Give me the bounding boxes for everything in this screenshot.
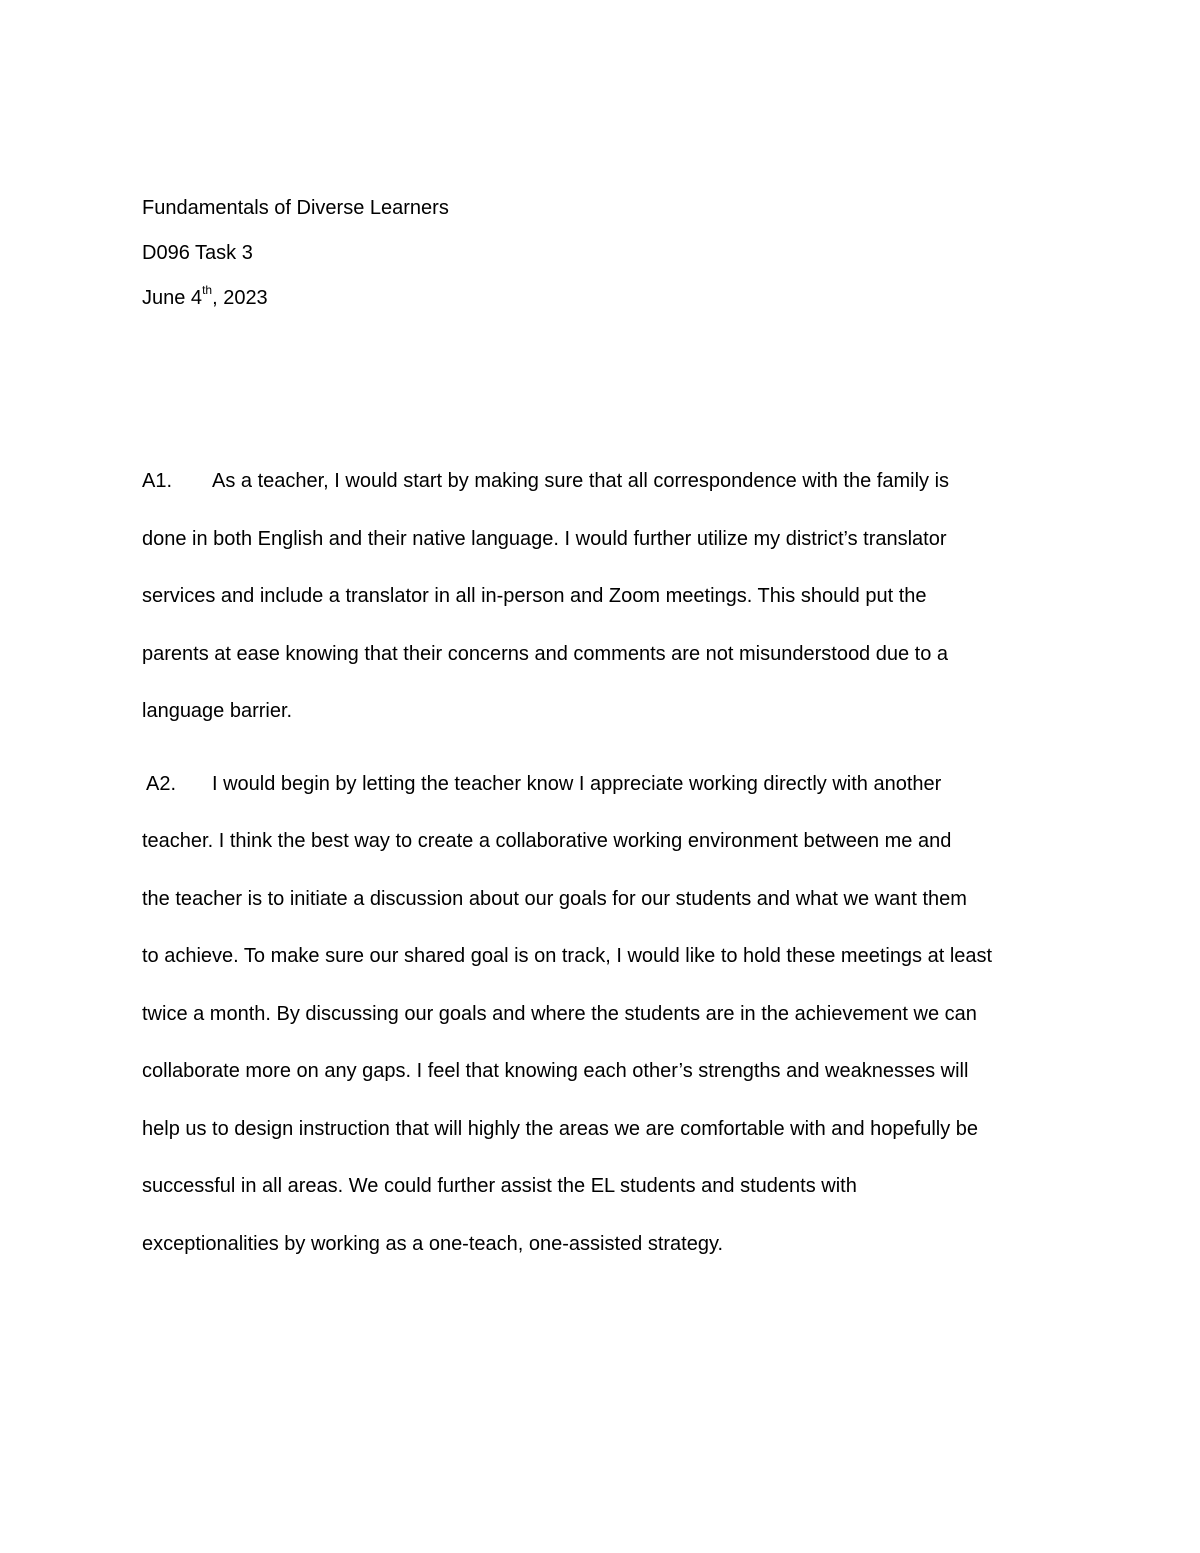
document-header xyxy=(142,186,1042,321)
paragraph-line: help us to design instruction that will highly the areas we are comfortable with and hopefully be xyxy=(142,1117,979,1140)
paragraph-line: successful in all areas. We could further assist the EL students and students with xyxy=(142,1175,857,1197)
section-label: A1. xyxy=(142,470,173,492)
date-ordinal-suffix: th xyxy=(202,283,213,298)
course-title: Fundamentals of Diverse Learners xyxy=(142,197,449,219)
paragraph-line: services and include a translator in all in-person and Zoom meetings. This should put the xyxy=(142,585,927,607)
paragraph-line-text: I would begin by letting the teacher know I appreciate working directly with another xyxy=(212,772,942,795)
paragraph-line: collaborate more on any gaps. I feel that knowing each other’s strengths and weaknesses will xyxy=(142,1060,969,1082)
answer-a2 xyxy=(142,756,1062,1274)
date-suffix: , 2023 xyxy=(212,287,268,309)
document-body xyxy=(142,453,1062,1273)
paragraph-line xyxy=(142,756,1062,814)
paragraph-line: teacher. I think the best way to create a collaborative working environment between me and xyxy=(142,830,952,852)
paragraph-line xyxy=(142,453,1062,511)
section-label: A2. xyxy=(146,772,177,795)
paragraph-line: twice a month. By discussing our goals and where the students are in the achievement we can xyxy=(142,1002,977,1025)
answer-a1 xyxy=(142,453,1062,741)
date-prefix: June 4 xyxy=(142,287,203,309)
paragraph-line: to achieve. To make sure our shared goal is on track, I would like to hold these meetings at least xyxy=(142,945,993,967)
paragraph-line: done in both English and their native language. I would further utilize my district’s translator xyxy=(142,527,947,550)
paragraph-line: the teacher is to initiate a discussion about our goals for our students and what we want them xyxy=(142,887,967,910)
paragraph-line: exceptionalities by working as a one-teach, one-assisted strategy. xyxy=(142,1232,724,1255)
task-title: D096 Task 3 xyxy=(142,242,253,264)
paragraph-line: parents at ease knowing that their concerns and comments are not misunderstood due to a xyxy=(142,642,949,665)
paragraph-line-text: As a teacher, I would start by making sure that all correspondence with the family is xyxy=(212,470,950,492)
paragraph-line: language barrier. xyxy=(142,700,293,722)
document-date xyxy=(142,276,1042,321)
